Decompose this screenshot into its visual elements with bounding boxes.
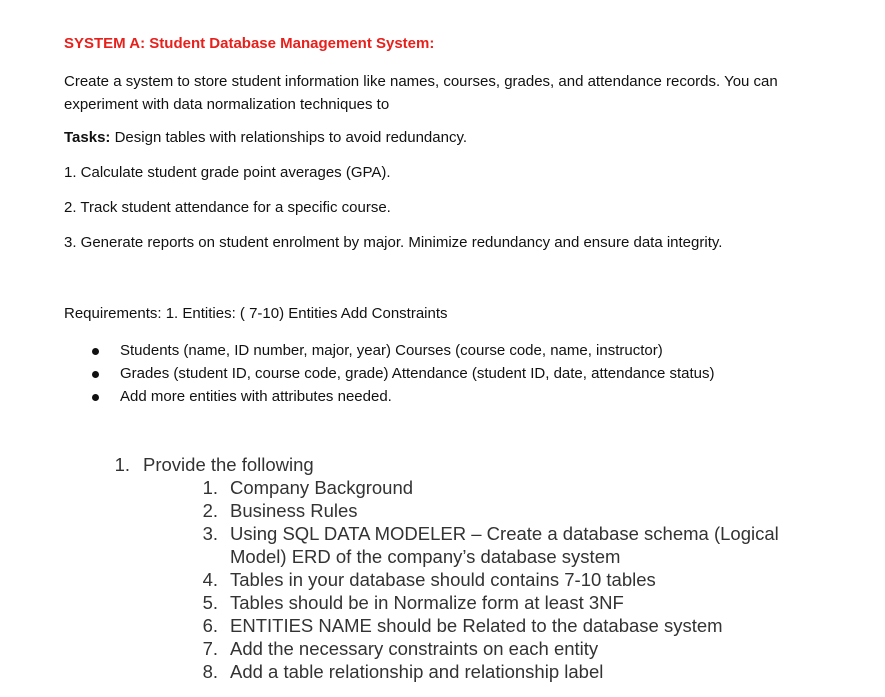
list-item (0, 477, 885, 501)
item-text: Tables should be in Normalize form at least 3NF (230, 592, 624, 613)
system-title: SYSTEM A: Student Database Management System: (64, 35, 435, 52)
item-number: 4. (202, 569, 218, 590)
list-item (0, 638, 885, 662)
item-text: Using SQL DATA MODELER – Create a database schema (Logical (230, 523, 779, 544)
item-number: 8. (202, 661, 218, 682)
intro-paragraph: Create a system to store student information like names, courses, grades, and attendance records. You can experiment with data normalization techniques to (64, 73, 778, 113)
bullet-icon (92, 371, 99, 378)
list-item (0, 661, 885, 685)
item-text: Add the necessary constraints on each entity (230, 638, 599, 659)
tasks-line (64, 129, 467, 146)
bullet-icon (92, 394, 99, 401)
task-item-2: 2. Track student attendance for a specific course. (64, 199, 391, 216)
bullet-text: Add more entities with attributes needed. (120, 388, 392, 405)
item-text: Add a table relationship and relationship label (230, 661, 604, 682)
bullet-icon (92, 348, 99, 355)
requirements-line: Requirements: 1. Entities: ( 7-10) Entities Add Constraints (64, 305, 448, 322)
provide-heading (0, 454, 885, 478)
item-text: ENTITIES NAME should be Related to the database system (230, 615, 723, 636)
provide-text: Provide the following (143, 454, 314, 475)
list-item (0, 523, 885, 570)
item-text: Company Background (230, 477, 414, 498)
list-item (0, 615, 885, 639)
item-text: Tables in your database should contains 7-10 tables (230, 569, 656, 590)
task-item-3: 3. Generate reports on student enrolment by major. Minimize redundancy and ensure data integrity. (64, 234, 723, 251)
item-number: 7. (202, 638, 218, 659)
bullet-text: Students (name, ID number, major, year) Courses (course code, name, instructor) (120, 342, 663, 359)
item-text-continued: Model) ERD of the company’s database system (230, 546, 621, 567)
list-item (0, 500, 885, 524)
item-number: 3. (202, 523, 218, 544)
provide-number: 1. (114, 454, 130, 475)
tasks-label: Tasks: (64, 129, 111, 146)
list-item (0, 569, 885, 593)
list-item (0, 592, 885, 616)
bullet-text: Grades (student ID, course code, grade) Attendance (student ID, date, attendance status) (120, 365, 715, 382)
item-text: Business Rules (230, 500, 358, 521)
tasks-text: Design tables with relationships to avoid redundancy. (110, 129, 468, 146)
item-number: 5. (202, 592, 218, 613)
item-number: 6. (202, 615, 218, 636)
task-item-1: 1. Calculate student grade point averages (GPA). (64, 164, 391, 181)
item-number: 2. (202, 500, 218, 521)
item-number: 1. (202, 477, 218, 498)
